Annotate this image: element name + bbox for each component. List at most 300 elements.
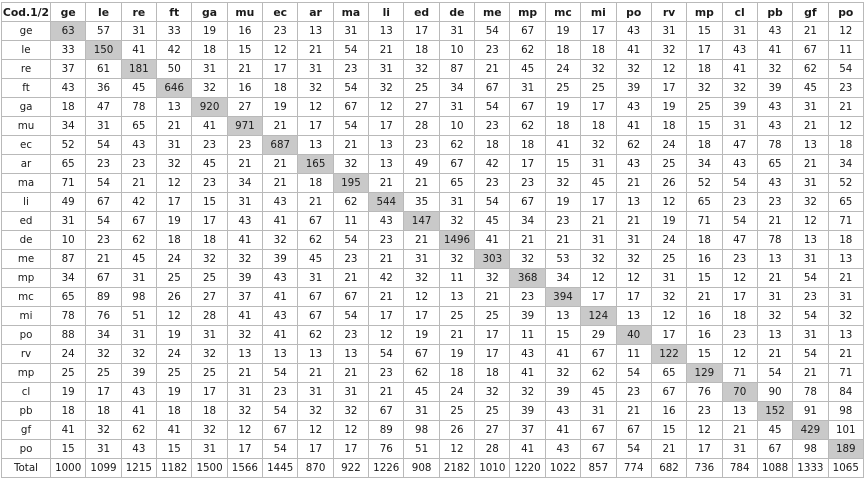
table-cell: 67: [510, 22, 545, 41]
row-header: ge: [2, 22, 51, 41]
table-cell: 21: [369, 383, 404, 402]
table-cell: 31: [333, 383, 368, 402]
table-cell: 54: [475, 193, 510, 212]
row-header: mi: [2, 307, 51, 326]
total-cell: 2182: [439, 459, 474, 478]
table-cell: 12: [687, 421, 722, 440]
diagonal-cell: 1496: [439, 231, 474, 250]
table-cell: 42: [121, 193, 156, 212]
table-cell: 11: [439, 269, 474, 288]
table-cell: 17: [192, 383, 227, 402]
table-cell: 17: [157, 193, 192, 212]
table-cell: 21: [369, 288, 404, 307]
table-cell: 57: [86, 22, 121, 41]
table-cell: 25: [581, 79, 616, 98]
diagonal-cell: 147: [404, 212, 439, 231]
table-cell: 41: [121, 41, 156, 60]
table-cell: 41: [545, 421, 580, 440]
table-cell: 43: [263, 307, 298, 326]
table-cell: 41: [722, 60, 757, 79]
table-cell: 21: [369, 41, 404, 60]
table-cell: 42: [475, 155, 510, 174]
table-cell: 12: [157, 307, 192, 326]
table-cell: 32: [86, 421, 121, 440]
table-cell: 54: [263, 402, 298, 421]
corner-header: Cod.1/2: [2, 3, 51, 22]
table-cell: 43: [121, 383, 156, 402]
table-cell: 12: [227, 421, 262, 440]
table-cell: 21: [581, 212, 616, 231]
table-cell: 89: [86, 288, 121, 307]
table-cell: 32: [475, 383, 510, 402]
table-cell: 23: [616, 383, 651, 402]
table-cell: 32: [227, 250, 262, 269]
table-cell: 24: [439, 383, 474, 402]
table-cell: 67: [581, 421, 616, 440]
table-cell: 19: [545, 22, 580, 41]
table-cell: 15: [545, 155, 580, 174]
table-cell: 21: [757, 269, 792, 288]
table-cell: 76: [687, 383, 722, 402]
table-cell: 32: [298, 79, 333, 98]
table-cell: 23: [828, 79, 863, 98]
table-cell: 12: [157, 174, 192, 193]
table-cell: 31: [651, 269, 686, 288]
table-cell: 35: [404, 193, 439, 212]
table-cell: 27: [475, 421, 510, 440]
confusion-matrix-table: [1, 2, 864, 478]
table-cell: 32: [510, 250, 545, 269]
table-cell: 32: [157, 155, 192, 174]
column-header: ed: [404, 3, 439, 22]
table-cell: 67: [369, 402, 404, 421]
table-cell: 21: [298, 364, 333, 383]
row-header: li: [2, 193, 51, 212]
table-cell: 32: [581, 60, 616, 79]
table-cell: 13: [828, 250, 863, 269]
table-row: [2, 250, 864, 269]
table-cell: 67: [581, 440, 616, 459]
table-cell: 21: [333, 269, 368, 288]
table-cell: 54: [722, 212, 757, 231]
table-cell: 19: [545, 98, 580, 117]
table-cell: 39: [227, 269, 262, 288]
table-cell: 12: [298, 421, 333, 440]
table-cell: 19: [651, 98, 686, 117]
table-cell: 23: [722, 326, 757, 345]
table-cell: 21: [298, 41, 333, 60]
diagonal-cell: 181: [121, 60, 156, 79]
table-cell: 17: [227, 440, 262, 459]
table-cell: 16: [687, 250, 722, 269]
table-cell: 25: [439, 307, 474, 326]
diagonal-cell: 429: [793, 421, 828, 440]
row-header: ft: [2, 79, 51, 98]
table-cell: 52: [687, 174, 722, 193]
row-header: de: [2, 231, 51, 250]
table-cell: 43: [545, 402, 580, 421]
total-cell: 1215: [121, 459, 156, 478]
table-cell: 45: [510, 60, 545, 79]
table-cell: 78: [757, 136, 792, 155]
table-cell: 67: [333, 98, 368, 117]
column-header: mp: [510, 3, 545, 22]
diagonal-cell: 70: [722, 383, 757, 402]
table-cell: 21: [263, 155, 298, 174]
table-cell: 32: [581, 136, 616, 155]
table-cell: 23: [86, 155, 121, 174]
row-header: le: [2, 41, 51, 60]
table-cell: 15: [545, 326, 580, 345]
table-cell: 15: [51, 440, 86, 459]
table-cell: 18: [651, 117, 686, 136]
row-header: po: [2, 326, 51, 345]
table-cell: 65: [828, 193, 863, 212]
table-cell: 31: [722, 22, 757, 41]
diagonal-cell: 152: [757, 402, 792, 421]
table-cell: 13: [298, 22, 333, 41]
table-cell: 43: [722, 155, 757, 174]
table-cell: 54: [333, 79, 368, 98]
table-cell: 21: [157, 117, 192, 136]
table-cell: 24: [157, 345, 192, 364]
table-cell: 21: [333, 364, 368, 383]
table-cell: 25: [192, 269, 227, 288]
table-cell: 39: [616, 79, 651, 98]
table-cell: 13: [616, 193, 651, 212]
table-cell: 67: [793, 41, 828, 60]
table-cell: 16: [651, 402, 686, 421]
table-cell: 32: [298, 402, 333, 421]
table-cell: 45: [192, 155, 227, 174]
table-cell: 32: [192, 250, 227, 269]
table-cell: 17: [510, 155, 545, 174]
table-cell: 62: [121, 231, 156, 250]
table-cell: 27: [227, 98, 262, 117]
table-cell: 18: [192, 402, 227, 421]
table-cell: 31: [404, 250, 439, 269]
table-cell: 17: [651, 79, 686, 98]
table-cell: 23: [475, 174, 510, 193]
total-cell: 870: [298, 459, 333, 478]
table-cell: 84: [828, 383, 863, 402]
total-cell: 908: [404, 459, 439, 478]
column-header: ar: [298, 3, 333, 22]
table-cell: 21: [227, 60, 262, 79]
table-cell: 18: [687, 231, 722, 250]
table-cell: 12: [793, 212, 828, 231]
table-cell: 13: [722, 402, 757, 421]
table-cell: 43: [722, 41, 757, 60]
table-cell: 21: [369, 174, 404, 193]
table-cell: 43: [757, 22, 792, 41]
table-cell: 23: [263, 383, 298, 402]
table-cell: 36: [86, 79, 121, 98]
table-cell: 43: [616, 98, 651, 117]
total-cell: 1333: [793, 459, 828, 478]
table-cell: 62: [510, 41, 545, 60]
table-row: [2, 212, 864, 231]
table-cell: 23: [404, 136, 439, 155]
table-cell: 32: [510, 383, 545, 402]
table-cell: 32: [651, 41, 686, 60]
table-cell: 21: [793, 364, 828, 383]
table-cell: 45: [121, 250, 156, 269]
column-header: ge: [51, 3, 86, 22]
table-cell: 21: [616, 402, 651, 421]
table-cell: 21: [298, 193, 333, 212]
table-cell: 65: [651, 364, 686, 383]
table-cell: 18: [581, 117, 616, 136]
table-cell: 25: [475, 402, 510, 421]
table-cell: 17: [616, 288, 651, 307]
table-row: [2, 288, 864, 307]
table-cell: 65: [51, 288, 86, 307]
table-cell: 13: [793, 231, 828, 250]
total-cell: 1220: [510, 459, 545, 478]
table-cell: 18: [404, 41, 439, 60]
table-cell: 17: [369, 307, 404, 326]
table-cell: 45: [298, 250, 333, 269]
table-cell: 17: [86, 383, 121, 402]
table-cell: 12: [828, 22, 863, 41]
table-cell: 31: [581, 231, 616, 250]
table-cell: 41: [263, 288, 298, 307]
table-cell: 31: [793, 326, 828, 345]
table-cell: 15: [687, 269, 722, 288]
diagonal-cell: 129: [687, 364, 722, 383]
table-cell: 26: [439, 421, 474, 440]
table-cell: 32: [793, 193, 828, 212]
table-cell: 43: [369, 212, 404, 231]
table-cell: 28: [475, 440, 510, 459]
table-cell: 32: [475, 269, 510, 288]
table-cell: 62: [510, 117, 545, 136]
table-cell: 24: [545, 60, 580, 79]
table-cell: 18: [545, 117, 580, 136]
table-cell: 39: [545, 383, 580, 402]
table-cell: 19: [51, 383, 86, 402]
table-cell: 17: [298, 440, 333, 459]
table-cell: 25: [157, 269, 192, 288]
table-cell: 17: [581, 98, 616, 117]
table-cell: 32: [651, 288, 686, 307]
table-cell: 23: [793, 288, 828, 307]
table-cell: 62: [298, 326, 333, 345]
table-cell: 12: [404, 288, 439, 307]
table-cell: 54: [616, 364, 651, 383]
table-row: [2, 98, 864, 117]
table-cell: 61: [86, 60, 121, 79]
table-row: [2, 231, 864, 250]
table-cell: 19: [157, 383, 192, 402]
table-cell: 25: [475, 307, 510, 326]
table-cell: 25: [651, 250, 686, 269]
table-cell: 18: [86, 402, 121, 421]
table-cell: 21: [545, 231, 580, 250]
table-cell: 41: [157, 421, 192, 440]
table-cell: 43: [121, 440, 156, 459]
table-cell: 13: [757, 250, 792, 269]
row-header: mu: [2, 117, 51, 136]
table-row: [2, 402, 864, 421]
table-cell: 18: [192, 231, 227, 250]
table-cell: 31: [298, 60, 333, 79]
table-cell: 54: [757, 364, 792, 383]
table-cell: 32: [545, 174, 580, 193]
table-cell: 41: [227, 231, 262, 250]
table-cell: 26: [651, 174, 686, 193]
column-header: mi: [581, 3, 616, 22]
table-cell: 65: [687, 193, 722, 212]
table-cell: 34: [687, 155, 722, 174]
table-cell: 21: [651, 440, 686, 459]
table-cell: 13: [369, 22, 404, 41]
table-cell: 32: [757, 307, 792, 326]
table-cell: 32: [439, 212, 474, 231]
table-cell: 76: [369, 440, 404, 459]
table-cell: 21: [263, 174, 298, 193]
diagonal-cell: 303: [475, 250, 510, 269]
table-cell: 67: [86, 269, 121, 288]
table-cell: 21: [475, 288, 510, 307]
table-cell: 34: [439, 79, 474, 98]
row-header: gf: [2, 421, 51, 440]
table-cell: 25: [51, 364, 86, 383]
table-cell: 41: [192, 117, 227, 136]
table-cell: 15: [687, 117, 722, 136]
column-header: re: [121, 3, 156, 22]
table-cell: 41: [545, 136, 580, 155]
table-cell: 18: [192, 41, 227, 60]
table-cell: 15: [192, 193, 227, 212]
table-cell: 71: [722, 364, 757, 383]
diagonal-cell: 40: [616, 326, 651, 345]
table-cell: 19: [404, 326, 439, 345]
table-cell: 54: [616, 440, 651, 459]
total-cell: 1088: [757, 459, 792, 478]
column-header: gf: [793, 3, 828, 22]
column-header: de: [439, 3, 474, 22]
table-cell: 11: [616, 345, 651, 364]
diagonal-cell: 544: [369, 193, 404, 212]
column-header: mc: [545, 3, 580, 22]
table-cell: 54: [263, 364, 298, 383]
table-cell: 17: [404, 307, 439, 326]
table-cell: 23: [722, 250, 757, 269]
table-cell: 54: [333, 231, 368, 250]
table-cell: 21: [793, 155, 828, 174]
total-cell: 922: [333, 459, 368, 478]
total-cell: 1099: [86, 459, 121, 478]
table-cell: 23: [121, 155, 156, 174]
table-cell: 21: [369, 250, 404, 269]
table-cell: 31: [581, 402, 616, 421]
table-cell: 67: [86, 193, 121, 212]
table-cell: 12: [298, 98, 333, 117]
table-cell: 43: [51, 79, 86, 98]
diagonal-cell: 165: [298, 155, 333, 174]
table-cell: 23: [86, 231, 121, 250]
table-cell: 45: [581, 383, 616, 402]
table-row: [2, 136, 864, 155]
table-cell: 67: [510, 98, 545, 117]
table-cell: 62: [793, 60, 828, 79]
table-cell: 41: [510, 364, 545, 383]
table-cell: 39: [510, 307, 545, 326]
table-cell: 62: [333, 193, 368, 212]
table-cell: 33: [51, 41, 86, 60]
table-cell: 91: [793, 402, 828, 421]
table-cell: 25: [651, 155, 686, 174]
table-cell: 18: [475, 136, 510, 155]
column-header: pb: [757, 3, 792, 22]
total-cell: 1226: [369, 459, 404, 478]
header-row: [2, 3, 864, 22]
table-cell: 31: [333, 22, 368, 41]
table-cell: 87: [439, 60, 474, 79]
table-cell: 54: [86, 212, 121, 231]
table-cell: 54: [475, 98, 510, 117]
table-cell: 62: [616, 136, 651, 155]
table-cell: 67: [581, 345, 616, 364]
table-cell: 51: [121, 307, 156, 326]
diagonal-cell: 394: [545, 288, 580, 307]
table-cell: 32: [404, 269, 439, 288]
table-cell: 32: [757, 60, 792, 79]
table-cell: 45: [475, 212, 510, 231]
column-header: me: [475, 3, 510, 22]
table-cell: 17: [404, 22, 439, 41]
table-cell: 32: [333, 155, 368, 174]
table-cell: 31: [192, 60, 227, 79]
row-header: rv: [2, 345, 51, 364]
table-cell: 29: [581, 326, 616, 345]
table-cell: 21: [828, 345, 863, 364]
table-cell: 31: [298, 269, 333, 288]
table-cell: 23: [369, 231, 404, 250]
table-cell: 13: [793, 136, 828, 155]
table-cell: 41: [263, 326, 298, 345]
table-cell: 25: [86, 364, 121, 383]
table-cell: 31: [404, 402, 439, 421]
total-cell: 784: [722, 459, 757, 478]
row-header: mc: [2, 288, 51, 307]
table-cell: 23: [333, 250, 368, 269]
table-cell: 67: [439, 155, 474, 174]
column-header: mu: [227, 3, 262, 22]
table-cell: 17: [581, 193, 616, 212]
table-cell: 23: [475, 117, 510, 136]
row-header: mp: [2, 269, 51, 288]
table-cell: 12: [651, 60, 686, 79]
table-cell: 13: [157, 98, 192, 117]
table-cell: 65: [439, 174, 474, 193]
table-cell: 12: [722, 269, 757, 288]
table-cell: 18: [157, 402, 192, 421]
table-cell: 45: [121, 79, 156, 98]
table-cell: 18: [722, 307, 757, 326]
table-cell: 13: [616, 307, 651, 326]
table-cell: 71: [828, 364, 863, 383]
table-cell: 32: [192, 345, 227, 364]
table-cell: 31: [828, 288, 863, 307]
table-cell: 21: [404, 174, 439, 193]
table-cell: 18: [157, 231, 192, 250]
total-cell: 1500: [192, 459, 227, 478]
table-cell: 12: [722, 345, 757, 364]
diagonal-cell: 63: [51, 22, 86, 41]
